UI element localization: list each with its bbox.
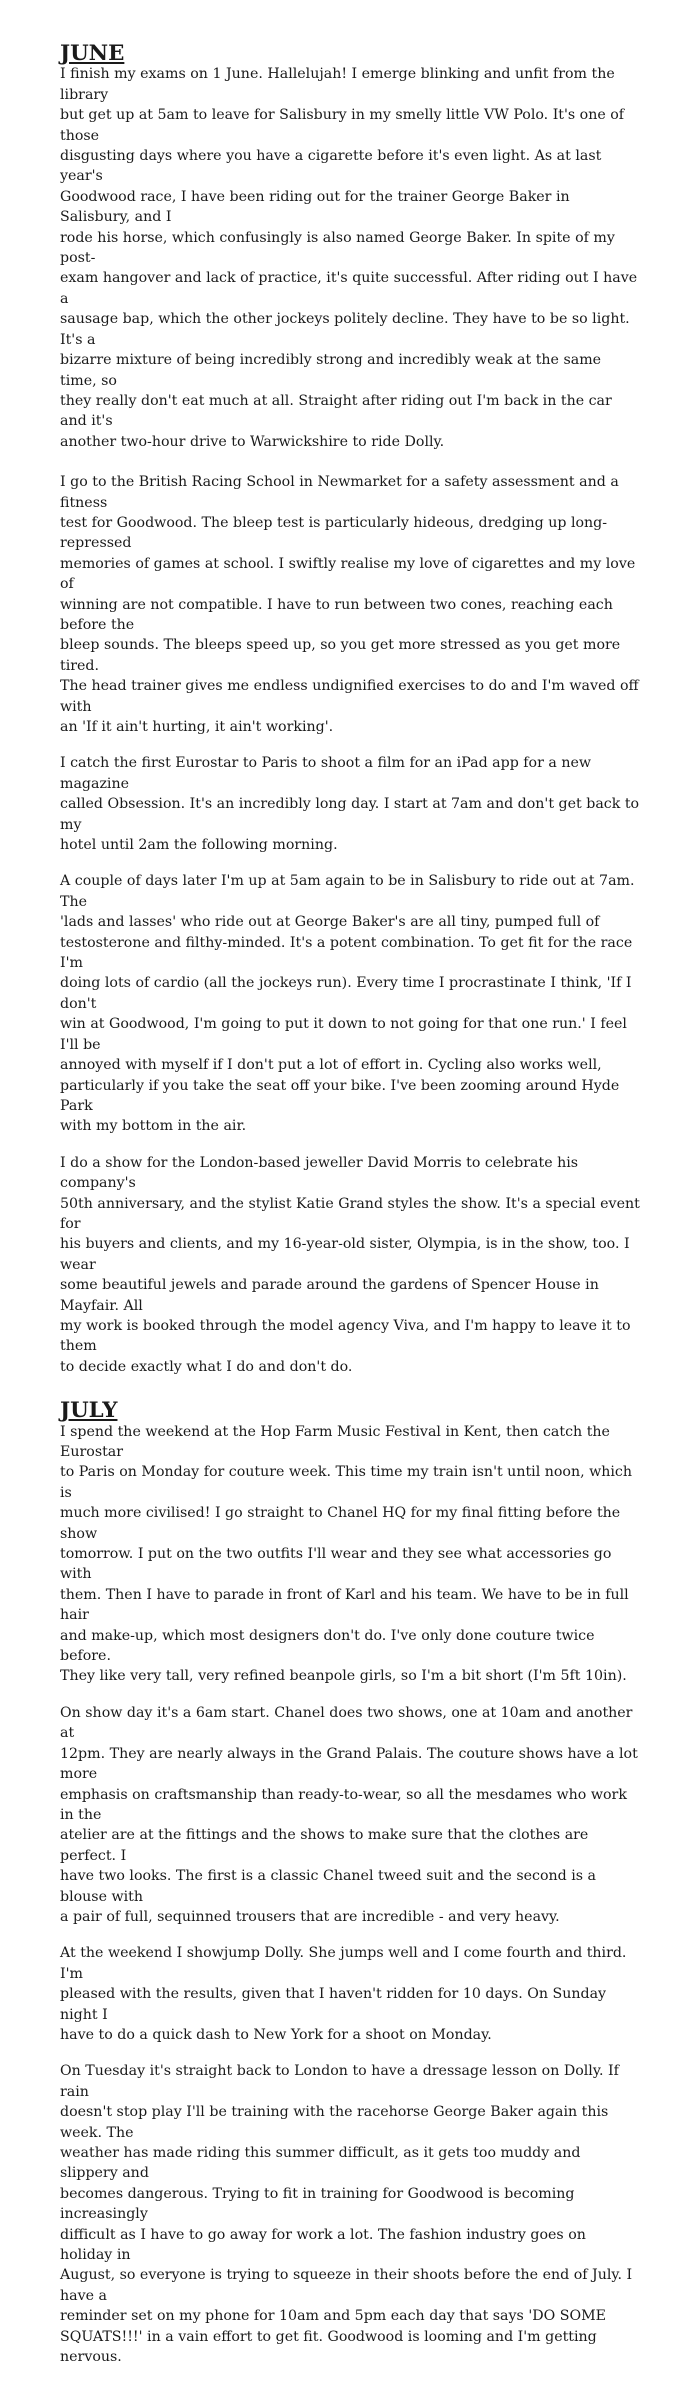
section-heading-july: JULY [60, 1398, 118, 1424]
paragraph: I finish my exams on 1 June. Hallelujah! I emerge blinking and unfit from the library but get up at 5am to leave for Salisbury in my smelly little VW Polo. It's one of those disgusting days where you have a cigarette before it's even light. As at last year's Goodwood race, I have been riding out for the trainer George Baker in Salisbury, and I rode his horse, which confusingly is also named George Baker. In spite of my post- exam hangover and lack of practice, it's quite successful. After riding out I have a sausage bap, which the other jockeys politely decline. They have to be so light. It's a bizarre mixture of being incredibly strong and incredibly weak at the same time, so they really don't eat much at all. Straight after riding out I'm back in the car and it's another two-hour drive to Warwickshire to ride Dolly. [60, 66, 638, 450]
paragraph: I go to the British Racing School in Newmarket for a safety assessment and a fitness test for Goodwood. The bleep test is particularly hideous, dredging up long-repressed memories of games at school. I swiftly realise my love of cigarettes and my love of winning are not compatible. I have to run between two cones, reaching each before the bleep sounds. The bleeps speed up, so you get more stressed as you get more tired. The head trainer gives me endless undignified exercises to do and I'm waved off with an 'If it ain't hurting, it ain't working'. [60, 474, 639, 735]
paragraph: I spend the weekend at the Hop Farm Music Festival in Kent, then catch the Eurostar to Paris on Monday for couture week. This time my train isn't until noon, which is much more civilised! I go straight to Chanel HQ for my final fitting before the show tomorrow. I put on the two outfits I'll wear and they see what accessories go with them. Then I have to parade in front of Karl and his team. We have to be in full hair and make-up, which most designers don't do. I've only done couture twice before. They like very tall, very refined beanpole girls, so I'm a bit short (I'm 5ft 10in). [60, 1423, 633, 1685]
paragraph: A couple of days later I'm up at 5am again to be in Salisbury to ride out at 7am. The 'lads and lasses' who ride out at George Baker's are all tiny, pumped full of testosterone and filthy-minded. It's a potent combination. To get fit for the race I'm doing lots of cardio (all the jockeys run). Every time I procrastinate I think, 'If I don't win at Goodwood, I'm going to put it down to not going for that one run.' I feel I'll be annoyed with myself if I don't put a lot of effort in. Cycling also works well, particularly if you take the seat off your bike. I've been zooming around Hyde Park with my bottom in the air. [60, 873, 635, 1135]
july-section [60, 1398, 642, 2367]
paragraph: At the weekend I showjump Dolly. She jumps well and I come fourth and third. I'm pleased with the results, given that I haven't ridden for 10 days. On Sunday night I have to do a quick dash to New York for a shoot on Monday. [60, 1945, 627, 2043]
paragraph: On Tuesday it's straight back to London to have a dressage lesson on Dolly. If rain doesn't stop play I'll be training with the racehorse George Baker again this week. The weather has made riding this summer difficult, as it gets too muddy and slippery and becomes dangerous. Trying to fit in training for Goodwood is becoming increasingly difficult as I have to go away for work a lot. The fashion industry goes on holiday in August, so everyone is trying to squeeze in their shoots before the end of July. I have a reminder set on my phone for 10am and 5pm each day that says 'DO SOME SQUATS!!!' in a vain effort to get fit. Goodwood is looming and I'm getting nervous. [60, 2063, 633, 2366]
paragraph: I do a show for the London-based jeweller David Morris to celebrate his company's 50th anniversary, and the stylist Katie Grand styles the show. It's a special event for his buyers and clients, and my 16-year-old sister, Olympia, is in the show, too. I wear some beautiful jewels and parade around the gardens of Spencer House in Mayfair. All my work is booked through the model agency Viva, and I'm happy to leave it to them to decide exactly what I do and don't do. [60, 1154, 640, 1375]
paragraph: On show day it's a 6am start. Chanel does two shows, one at 10am and another at 12pm. They are nearly always in the Grand Palais. The couture shows have a lot more emphasis on craftsmanship than ready-to-wear, so all the mesdames who work in the atelier are at the fittings and the shows to make sure that the clothes are perfect. I have two looks. The first is a classic Chanel tweed suit and the second is a blouse with a pair of full, sequinned trousers that are incredible - and very heavy. [60, 1704, 638, 1925]
june-section [60, 41, 642, 1377]
diary-page [60, 41, 642, 2383]
section-heading-june: JUNE [60, 41, 125, 66]
paragraph: I catch the first Eurostar to Paris to shoot a film for an iPad app for a new magazine called Obsession. It's an incredibly long day. I start at 7am and don't get back to my hotel until 2am the following morning. [60, 755, 640, 854]
section-divider [60, 1393, 642, 1401]
